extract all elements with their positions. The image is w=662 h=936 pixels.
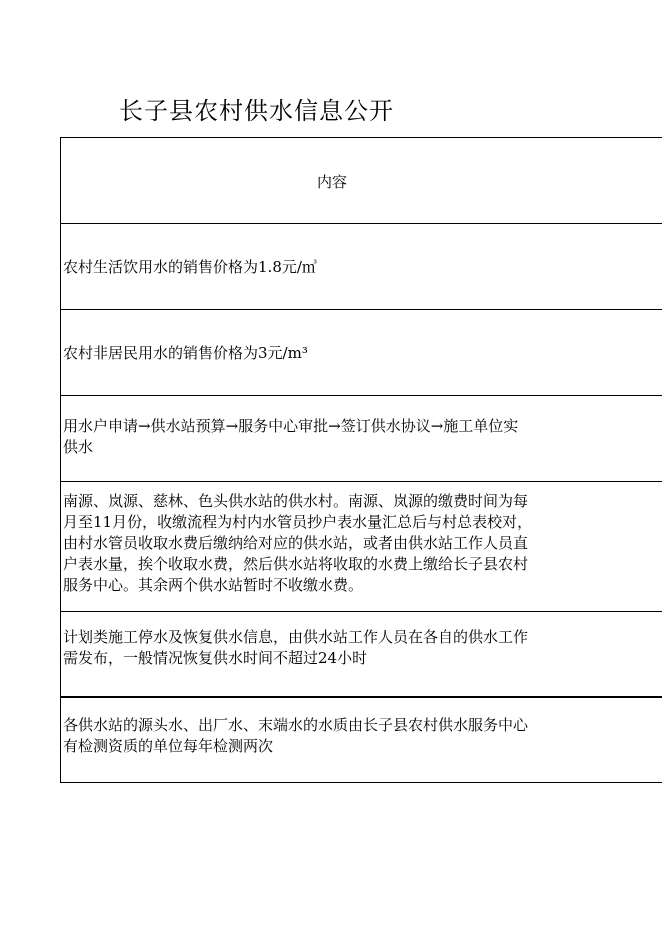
table-row <box>61 482 662 612</box>
price-nonresidential-text <box>63 343 653 364</box>
info-table <box>60 137 662 783</box>
text-line: 由村水管员收取水费后缴纳给对应的供水站，或者由供水站工作人员直 <box>63 534 529 552</box>
table-header-row <box>61 138 662 224</box>
text-line: 用水户申请→供水站预算→服务中心审批→签订供水协议→施工单位实 <box>63 417 519 435</box>
outage-notice-text <box>63 627 653 669</box>
text-line: 有检测资质的单位每年检测两次 <box>63 737 274 755</box>
text-line: 计划类施工停水及恢复供水信息，由供水站工作人员在各自的供水工作 <box>63 628 529 646</box>
table-row <box>61 612 662 698</box>
table-row <box>61 698 662 783</box>
table-row <box>61 224 662 310</box>
text-line: 户表水量，挨个收取水费，然后供水站将收取的水费上缴给长子县农村 <box>63 555 529 573</box>
table-row <box>61 396 662 482</box>
text-line: 月至11月份，收缴流程为村内水管员抄户表水量汇总后与村总表校对， <box>63 513 533 531</box>
text-line: 服务中心。其余两个供水站暂时不收缴水费。 <box>63 576 364 594</box>
fee-collection-text <box>63 491 653 596</box>
text-line: 南源、岚源、慈林、色头供水站的供水村。南源、岚源的缴费时间为每 <box>63 492 529 510</box>
header-content-label: 内容 <box>316 173 347 191</box>
text-line: 各供水站的源头水、出厂水、末端水的水质由长子县农村供水服务中心 <box>63 716 529 734</box>
text-line: 需发布，一般情况恢复供水时间不超过24小时 <box>63 649 368 667</box>
table-grid <box>60 137 662 783</box>
water-quality-text <box>63 715 653 757</box>
text-line: 供水 <box>63 438 94 456</box>
table-row <box>61 310 662 396</box>
text-line: 农村生活饮用水的销售价格为1.8元/㎥ <box>63 258 317 276</box>
text-line: 农村非居民用水的销售价格为3元/m³ <box>63 344 308 362</box>
application-process-text <box>63 416 653 458</box>
page-title: 长子县农村供水信息公开 <box>119 97 394 125</box>
price-domestic-text <box>63 257 653 278</box>
